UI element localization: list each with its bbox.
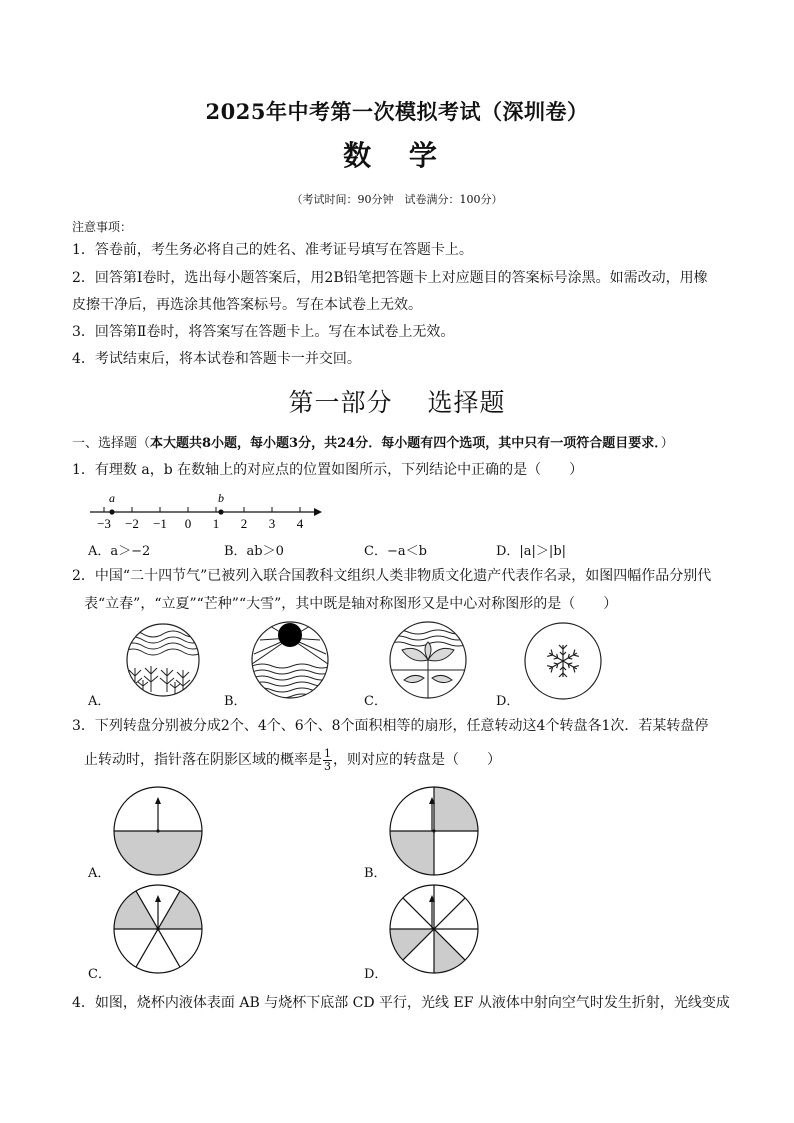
q3-stem-line2 bbox=[84, 746, 501, 774]
q2-stem-line2: 表“立春”，“立夏”“芒种”“大雪”，其中既是轴对称图形又是中心对称图形的是（ ） bbox=[84, 596, 618, 612]
notice-item: 3．回答第Ⅱ卷时，将答案写在答题卡上。写在本试卷上无效。 bbox=[72, 324, 455, 340]
tick-label: 0 bbox=[184, 516, 192, 531]
q2-stem-line1: 2．中国“二十四节气”已被列入联合国教科文组织人类非物质文化遗产代表作名录，如图四幅作品分别代 bbox=[72, 568, 712, 584]
tick-label: −1 bbox=[153, 516, 167, 531]
fraction-numerator: 1 bbox=[324, 746, 331, 760]
point-b-label: b bbox=[218, 491, 224, 505]
notice-heading: 注意事项： bbox=[72, 220, 133, 234]
q2-option-c[interactable]: C． bbox=[364, 694, 387, 709]
q3-option-d[interactable]: D． bbox=[364, 967, 388, 982]
solar-term-lixia-image bbox=[250, 620, 330, 700]
section-heading bbox=[72, 434, 674, 454]
notice-item: 皮擦干净后，再选涂其他答案标号。写在本试卷上无效。 bbox=[72, 297, 422, 313]
exam-meta: （考试时间：90分钟 试卷满分：100分） bbox=[291, 193, 503, 206]
point-a-label: a bbox=[109, 491, 115, 505]
spinner-a bbox=[112, 785, 204, 877]
probability-fraction bbox=[323, 748, 332, 773]
exam-title: 2025年中考第一次模拟考试（深圳卷） bbox=[205, 99, 589, 124]
q2-option-a[interactable]: A． bbox=[88, 694, 111, 709]
solar-term-daxue-image bbox=[523, 621, 603, 701]
notice-item: 4．考试结束后，将本试卷和答题卡一并交回。 bbox=[72, 351, 361, 367]
tick-label: 2 bbox=[240, 516, 248, 531]
tick-label: 3 bbox=[268, 516, 276, 531]
tick-label: 4 bbox=[296, 516, 304, 531]
section-suffix: ） bbox=[660, 436, 674, 451]
q1-stem: 1．有理数 a，b 在数轴上的对应点的位置如图所示，下列结论中正确的是（ ） bbox=[72, 462, 584, 478]
q3-stem-post: ，则对应的转盘是（ ） bbox=[333, 752, 501, 768]
q2-option-b[interactable]: B． bbox=[224, 694, 247, 709]
q3-stem-pre: 止转动时，指针落在阴影区域的概率是 bbox=[84, 752, 322, 768]
section-prefix: 一、选择题（ bbox=[72, 436, 151, 451]
q3-option-c[interactable]: C． bbox=[88, 967, 111, 982]
solar-term-mangzhong-image bbox=[388, 620, 468, 700]
q3-option-a[interactable]: A． bbox=[88, 866, 111, 881]
section-bold: 本大题共8小题，每小题3分，共24分．每小题有四个选项，其中只有一项符合题目要求． bbox=[150, 436, 661, 451]
q1-option-d[interactable]: D．|a|＞|b| bbox=[496, 544, 567, 559]
tick-label: −2 bbox=[125, 516, 139, 531]
tick-label: −3 bbox=[97, 516, 111, 531]
part-title: 第一部分 选择题 bbox=[288, 388, 506, 417]
point-a bbox=[109, 509, 114, 514]
q4-stem: 4．如图，烧杯内液体表面 AB 与烧杯下底部 CD 平行，光线 EF 从液体中射向空气时发生折射，光线变成 bbox=[72, 995, 730, 1011]
q3-option-b[interactable]: B． bbox=[364, 866, 387, 881]
q1-option-c[interactable]: C．−a＜b bbox=[364, 544, 427, 559]
q1-option-a[interactable]: A．a＞−2 bbox=[88, 544, 151, 559]
solar-term-lichun-image bbox=[113, 622, 213, 698]
q1-option-b[interactable]: B．ab＞0 bbox=[224, 544, 284, 559]
q2-option-d[interactable]: D． bbox=[496, 694, 520, 709]
number-line bbox=[88, 488, 328, 534]
point-b bbox=[218, 509, 223, 514]
q3-stem-line1: 3．下列转盘分别被分成2个、4个、6个、8个面积相等的扇形，任意转动这4个转盘各1次．若某转盘停 bbox=[72, 718, 709, 734]
subject-title: 数 学 bbox=[343, 139, 451, 172]
fraction-denominator: 3 bbox=[324, 759, 331, 773]
notice-item: 1．答卷前，考生务必将自己的姓名、准考证号填写在答题卡上。 bbox=[72, 242, 473, 258]
tick-label: 1 bbox=[212, 516, 220, 531]
notice-item: 2．回答第Ⅰ卷时，选出每小题答案后，用2B铅笔把答题卡上对应题目的答案标号涂黑。如需改动，用橡 bbox=[72, 270, 708, 286]
spinner-c bbox=[112, 883, 204, 975]
spinner-d bbox=[388, 883, 480, 975]
spinner-b bbox=[388, 785, 480, 877]
